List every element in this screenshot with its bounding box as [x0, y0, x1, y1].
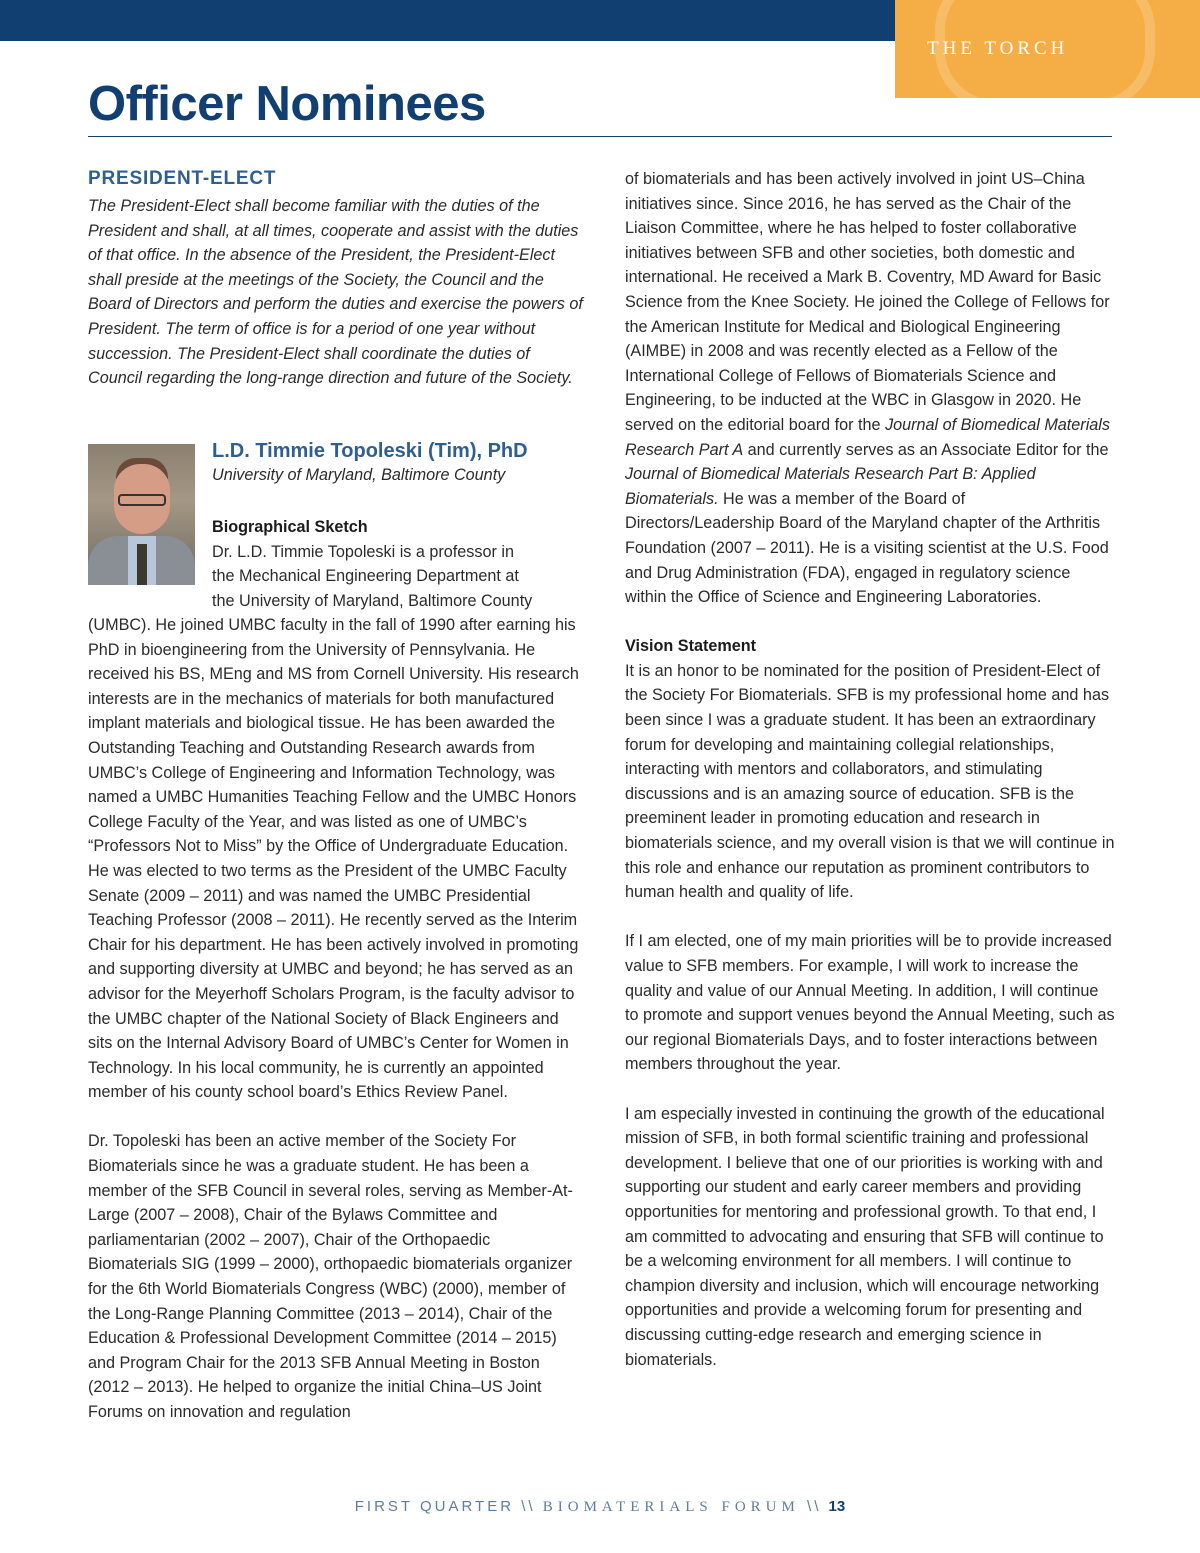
president-elect-section [88, 166, 588, 391]
publication-name: BIOMATERIALS FORUM [542, 1499, 800, 1515]
bio-intro-line: Dr. L.D. Timmie Topoleski is a professor in [212, 542, 514, 561]
nominee-name: L.D. Timmie Topoleski (Tim), PhD [212, 440, 528, 462]
page-number: 13 [828, 1498, 846, 1515]
journal-title: Journal of Biomedical Materials Research Part A [625, 415, 1110, 459]
bio-paragraph-2-continued [625, 167, 1115, 610]
bio-paragraph-1: (UMBC). He joined UMBC faculty in the fall of 1990 after earning his PhD in bioengineering from the University of Pennsylvania. He received his BS, MEng and MS from Cornell University. His research interests are in the mechanics of materials for both manufactured implant materials and biological tissue. He has been awarded the Outstanding Teaching and Outstanding Research awards from UMBC’s College of Engineering and Information Technology, was named a UMBC Humanities Teaching Fellow and the UMBC Honors College Faculty of the Year, and was listed as one of UMBC’s “Professors Not to Miss” by the Office of Undergraduate Education. He was elected to two terms as the President of the UMBC Faculty Senate (2009 – 2011) and was named the UMBC Presidential Teaching Professor (2008 – 2011). He recently served as the Interim Chair for his department. He has been actively involved in promoting and supporting diversity at UMBC and beyond; he has served as an advisor for the Meyerhoff Scholars Program, is the faculty advisor to the UMBC chapter of the National Society of Black Engineers and sits on the Internal Advisory Board of UMBC’s Center for Women in Technology. In his local community, he is currently an appointed member of his county school board’s Ethics Review Panel. [88, 616, 579, 1102]
bio-paragraph-2: Dr. Topoleski has been an active member of the Society For Biomaterials since he was a graduate student. He has been a member of the SFB Council in several roles, serving as Member-At-Large (2007 – 2008), Chair of the Bylaws Committee and parliamentarian (2002 – 2007), Chair of the Orthopaedic Biomaterials SIG (1999 – 2000), orthopaedic biomaterials organizer for the 6th World Biomaterials Congress (WBC) (2000), member of the Long-Range Planning Committee (2013 – 2014), Chair of the Education & Professional Development Committee (2014 – 2015) and Program Chair for the 2013 SFB Annual Meeting in Boston (2012 – 2013). He helped to organize the initial China–US Joint Forums on innovation and regulation [88, 1132, 573, 1421]
vision-heading: Vision Statement [625, 637, 757, 656]
journal-title: Journal of Biomedical Materials Research Part B: Applied Biomaterials. [625, 465, 1036, 508]
nominee-photo [88, 444, 195, 585]
title-divider [88, 136, 1112, 137]
bio-body-left [88, 613, 580, 1425]
page-footer [0, 1498, 1200, 1516]
issue-label: FIRST QUARTER [354, 1498, 515, 1515]
footer-separator: \\ [521, 1498, 536, 1515]
section-heading: PRESIDENT-ELECT [88, 168, 277, 189]
nominee-affiliation: University of Maryland, Baltimore County [212, 466, 506, 484]
office-description: The President-Elect shall become familiar with the duties of the President and shall, at all times, cooperate and assist with the duties of that office. In the absence of the President, the President-Elect shall preside at the meetings of the Society, the Council and the Board of Directors and perform the duties and exercise the powers of President. The term of office is for a period of one year without succession. The President-Elect shall coordinate the duties of Council regarding the long-range direction and future of the Society. [88, 197, 583, 388]
vision-paragraph-3: I am especially invested in continuing the growth of the educational mission of SFB, in both formal scientific training and professional development. I believe that one of our priorities is working with and supporting our student and early career members and providing opportunities for mentoring and professional growth. To that end, I am committed to advocating and ensuring that SFB will continue to be a welcoming environment for all members. I will continue to champion diversity and inclusion, which will encourage networking opportunities and provide a welcoming forum for presenting and discussing cutting-edge research and emerging science in biomaterials. [625, 1104, 1105, 1369]
bio-text: He was a member of the Board of Directors/Leadership Board of the Maryland chapter of the Arthritis Foundation (2007 – 2011). He is a visiting scientist at the U.S. Food and Drug Administration (FDA), engaged in regulatory science within the Office of Science and Engineering Laboratories. [625, 489, 1109, 607]
vision-paragraph-1: It is an honor to be nominated for the position of President-Elect of the Society For Biomaterials. SFB is my professional home and has been since I was a graduate student. It has been an extraordinary forum for developing and maintaining collegial relationships, interacting with mentors and collaborators, and stimulating discussions and is an amazing source of education. SFB is the preeminent leader in promoting education and research in biomaterials science, and my overall vision is that we will continue in this role and enhance our reputation as prominent contributors to human health and quality of life. [625, 661, 1115, 902]
bio-text: and currently serves as an Associate Editor for the [743, 440, 1109, 459]
bio-intro-line: the University of Maryland, Baltimore County [212, 591, 533, 610]
section-label: THE TORCH [927, 38, 1069, 59]
footer-separator: \\ [807, 1498, 822, 1515]
right-column [625, 167, 1115, 1372]
bio-text: of biomaterials and has been actively involved in joint US–China initiatives since. Since 2016, he has served as the Chair of the Liaison Committee, where he has helped to foster collaborative initiatives between SFB and other societies, both domestic and international. He received a Mark B. Coventry, MD Award for Basic Science from the Knee Society. He joined the College of Fellows for the American Institute for Medical and Biological Engineering (AIMBE) in 2008 and was recently elected as a Fellow of the International College of Fellows of Biomaterials Science and Engineering, to be inducted at the WBC in Glasgow in 2020. He served on the editorial board for the [625, 170, 1110, 434]
bio-intro-line: the Mechanical Engineering Department at [212, 567, 519, 586]
page-title: Officer Nominees [88, 77, 486, 131]
vision-paragraph-2: If I am elected, one of my main priorities will be to provide increased value to SFB members. For example, I will work to increase the quality and value of our Annual Meeting. In addition, I will continue to promote and support venues beyond the Annual Meeting, such as our regional Biomaterials Days, and to foster interactions between members throughout the year. [625, 932, 1115, 1074]
bio-heading: Biographical Sketch [212, 518, 368, 536]
bio-intro [212, 515, 582, 613]
